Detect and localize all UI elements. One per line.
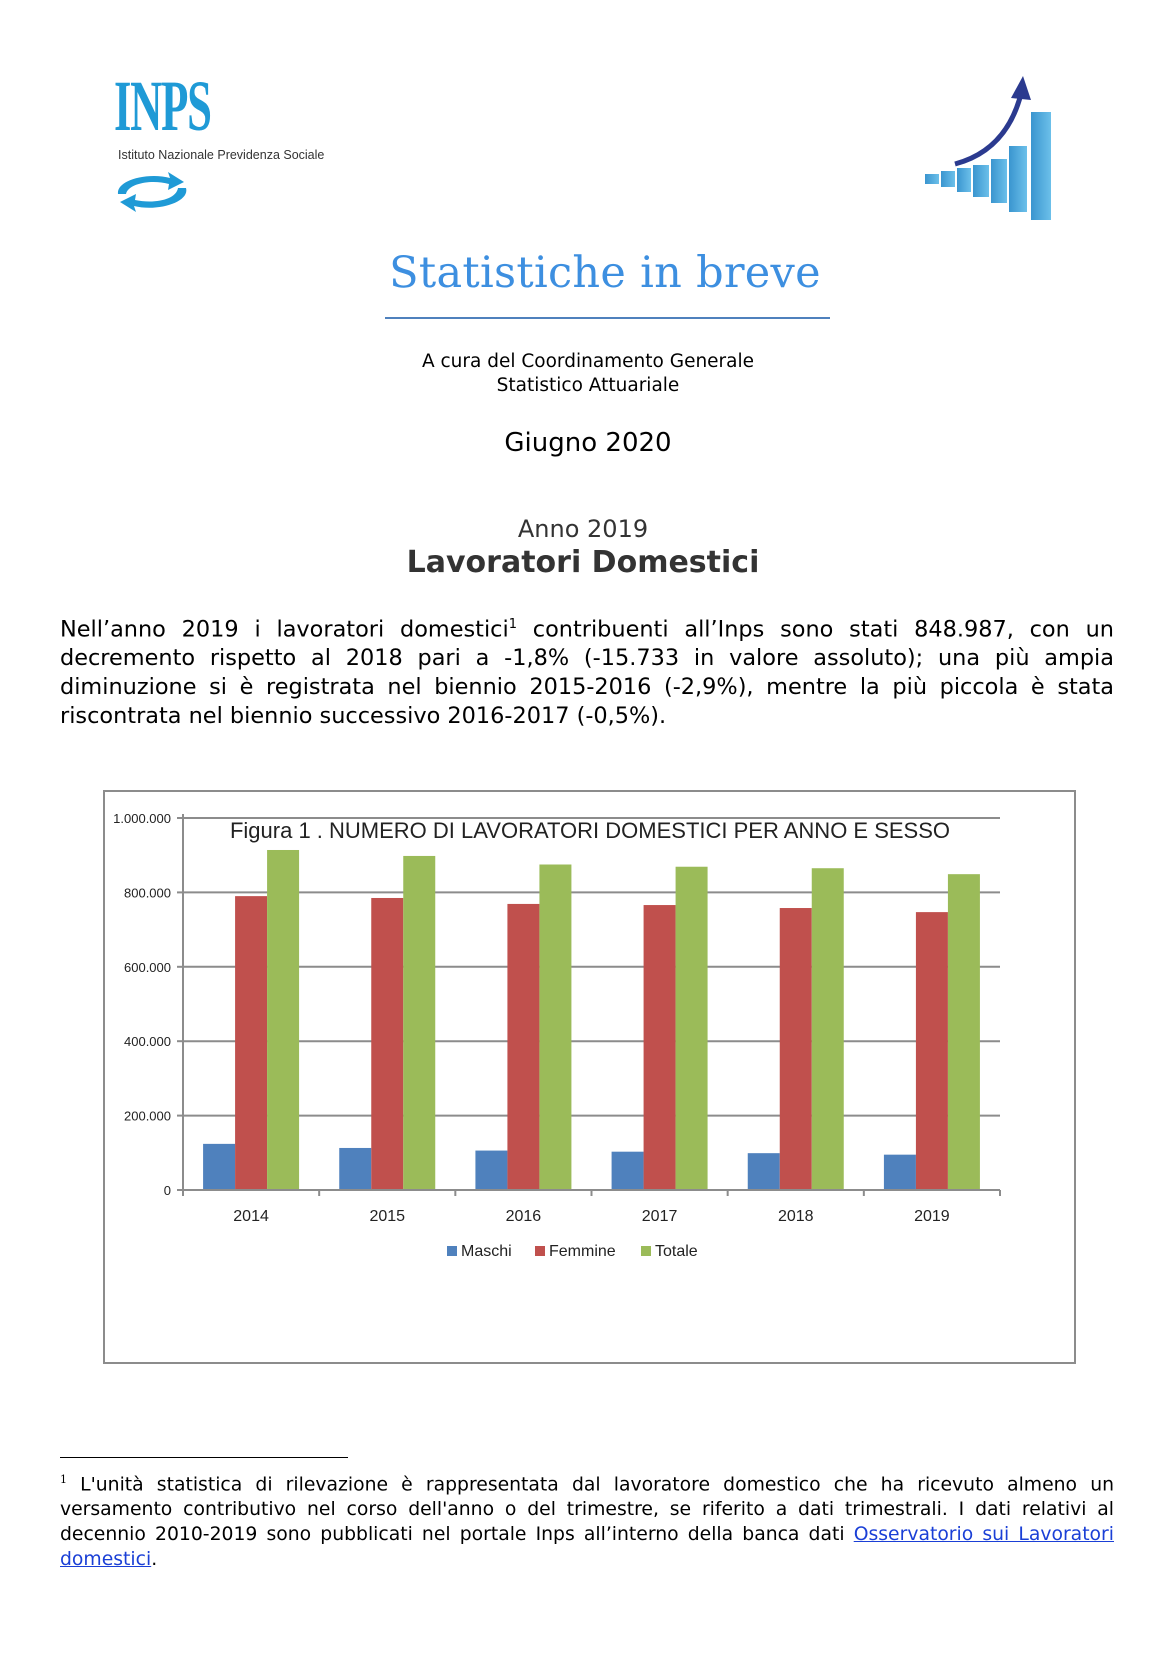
bar-femmine-2015 (371, 898, 403, 1190)
publication-date: Giugno 2020 (504, 428, 672, 458)
bar-femmine-2019 (916, 912, 948, 1190)
logo-text: INPS (114, 66, 211, 146)
bar-maschi-2017 (612, 1152, 644, 1190)
x-tick-label: 2014 (233, 1208, 269, 1225)
bar-totale-2019 (948, 874, 980, 1190)
bar-maschi-2018 (748, 1153, 780, 1190)
bar-femmine-2017 (644, 905, 676, 1190)
y-tick-label: 400.000 (124, 1034, 171, 1050)
section-year: Anno 2019 (517, 515, 649, 543)
curator-line-1: A cura del Coordinamento Generale (421, 351, 755, 372)
bar-femmine-2016 (507, 904, 539, 1190)
paragraph-text-1: Nell’anno 2019 i lavoratori domestici (60, 616, 509, 643)
x-tick-label: 2017 (641, 1208, 678, 1225)
title-underline (385, 317, 830, 319)
x-tick-label: 2016 (505, 1208, 542, 1225)
curator-line-2: Statistico Attuariale (496, 375, 680, 396)
bar-totale-2016 (539, 865, 571, 1191)
x-tick-label: 2019 (914, 1208, 950, 1225)
bar-totale-2015 (403, 856, 435, 1190)
footnote-end: . (151, 1549, 158, 1571)
x-tick-label: 2018 (777, 1208, 814, 1225)
osservatorio-link[interactable]: Osservatorio sui Lavoratori domestici (60, 1524, 1114, 1571)
circular-arrows-icon (108, 166, 198, 216)
bar-totale-2014 (267, 850, 299, 1190)
bar-maschi-2016 (475, 1151, 507, 1190)
y-tick-label: 200.000 (124, 1108, 171, 1124)
y-tick-label: 1.000.000 (113, 811, 171, 826)
footnote-marker: 1 (60, 1473, 67, 1486)
logo-subtitle: Istituto Nazionale Previdenza Sociale (118, 148, 325, 162)
bar-totale-2017 (676, 867, 708, 1190)
intro-paragraph (60, 610, 1114, 731)
legend-swatch-totale (641, 1246, 651, 1256)
bar-maschi-2015 (339, 1148, 371, 1190)
legend-swatch-maschi (447, 1246, 457, 1256)
inps-logo (108, 66, 348, 220)
legend-label-femmine: Femmine (549, 1243, 616, 1260)
bar-totale-2018 (812, 868, 844, 1190)
bar-chart (105, 792, 1074, 1362)
footnote-text: L'unità statistica di rilevazione è rappresentata dal lavoratore domestico che ha ricevuto almeno un versamento contributivo nel corso dell'anno o del trimestre, se riferito a dati trimestrali. I dati relativi al decennio 2010-2019 sono pubblicati nel portale Inps all’interno della banca dati (60, 1474, 1114, 1546)
y-tick-label: 0 (163, 1183, 171, 1198)
chart-title: Figura 1 . NUMERO DI LAVORATORI DOMESTICI PER ANNO E SESSO (229, 818, 951, 843)
rising-bar-chart-icon (915, 76, 1065, 226)
y-tick-label: 600.000 (124, 959, 171, 975)
footnote-separator (60, 1457, 348, 1458)
bar-maschi-2014 (203, 1144, 235, 1190)
chart-figure-1 (103, 790, 1076, 1364)
legend-swatch-femmine (535, 1246, 545, 1256)
footnote (60, 1467, 1114, 1572)
section-heading: Lavoratori Domestici (406, 545, 760, 580)
bar-maschi-2019 (884, 1155, 916, 1190)
y-tick-label: 800.000 (124, 885, 171, 901)
legend-label-maschi: Maschi (461, 1243, 512, 1260)
paragraph-text-2: contribuenti all’Inps sono stati 848.987, con un decremento rispetto al 2018 pari a -1,8% (-15.733 in valore assoluto); una più ampia diminuzione si è registrata nel biennio 2015-2016 (-2,9%), mentre la più piccola è stata riscontrata nel biennio successivo 2016-2017 (-0,5%). (60, 616, 1114, 730)
footnote-reference[interactable]: 1 (508, 617, 517, 632)
bar-femmine-2018 (780, 908, 812, 1190)
bar-femmine-2014 (235, 896, 267, 1190)
page-title: Statistiche in breve (389, 248, 821, 298)
legend-label-totale: Totale (655, 1243, 698, 1260)
x-tick-label: 2015 (369, 1208, 406, 1225)
